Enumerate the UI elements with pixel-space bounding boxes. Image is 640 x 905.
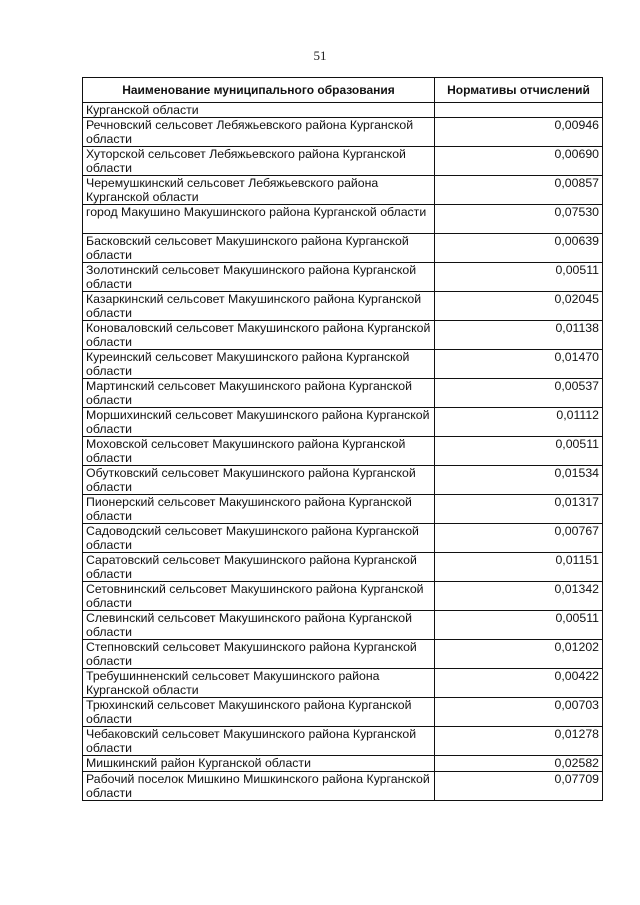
deduction-norm-value: 0,01342 — [435, 582, 603, 611]
municipality-name: Рабочий поселок Мишкино Мишкинского района Курганской области — [83, 772, 435, 801]
deduction-norm-value: 0,01202 — [435, 640, 603, 669]
continuation-text: Курганской области — [83, 103, 435, 118]
table-row — [83, 350, 603, 379]
table-row — [83, 669, 603, 698]
municipality-name: Куреинский сельсовет Макушинского района Курганской области — [83, 350, 435, 379]
table-row — [83, 611, 603, 640]
deduction-norm-value: 0,01151 — [435, 553, 603, 582]
table-row — [83, 698, 603, 727]
table-row — [83, 727, 603, 756]
table-row — [83, 582, 603, 611]
continuation-value — [435, 103, 603, 118]
municipality-name: Слевинский сельсовет Макушинского района Курганской области — [83, 611, 435, 640]
deduction-norm-value: 0,01534 — [435, 466, 603, 495]
municipality-name: Моховской сельсовет Макушинского района Курганской области — [83, 437, 435, 466]
municipality-name: Речновский сельсовет Лебяжьевского района Курганской области — [83, 118, 435, 147]
table-row — [83, 756, 603, 772]
municipality-name: Басковский сельсовет Макушинского района Курганской области — [83, 234, 435, 263]
table-row — [83, 292, 603, 321]
deduction-norm-value: 0,07709 — [435, 772, 603, 801]
deduction-norm-value: 0,02045 — [435, 292, 603, 321]
table-row — [83, 379, 603, 408]
table-row — [83, 205, 603, 234]
municipality-name: Степновский сельсовет Макушинского района Курганской области — [83, 640, 435, 669]
municipality-name: город Макушино Макушинского района Курганской области — [83, 205, 435, 234]
municipality-name: Чебаковский сельсовет Макушинского района Курганской области — [83, 727, 435, 756]
deduction-norm-value: 0,00511 — [435, 611, 603, 640]
deduction-norm-value: 0,00511 — [435, 437, 603, 466]
municipality-name: Садоводский сельсовет Макушинского района Курганской области — [83, 524, 435, 553]
deduction-norm-value: 0,00857 — [435, 176, 603, 205]
table-row — [83, 553, 603, 582]
table-header-row — [83, 78, 603, 103]
municipality-name: Черемушкинский сельсовет Лебяжьевского района Курганской области — [83, 176, 435, 205]
table-row — [83, 263, 603, 292]
municipality-name: Мишкинский район Курганской области — [83, 756, 435, 772]
municipality-name: Трюхинский сельсовет Макушинского района Курганской области — [83, 698, 435, 727]
municipality-name: Мартинский сельсовет Макушинского района Курганской области — [83, 379, 435, 408]
deduction-norm-value: 0,00537 — [435, 379, 603, 408]
municipality-name: Пионерский сельсовет Макушинского района Курганской области — [83, 495, 435, 524]
table-row — [83, 118, 603, 147]
header-name: Наименование муниципального образования — [83, 78, 435, 103]
deduction-norm-value: 0,00511 — [435, 263, 603, 292]
municipality-name: Хуторской сельсовет Лебяжьевского района Курганской области — [83, 147, 435, 176]
table-row — [83, 495, 603, 524]
table-row — [83, 408, 603, 437]
table-row — [83, 524, 603, 553]
deduction-norm-value: 0,01317 — [435, 495, 603, 524]
deduction-norm-value: 0,00946 — [435, 118, 603, 147]
table-row — [83, 437, 603, 466]
table-row — [83, 147, 603, 176]
table-row — [83, 234, 603, 263]
table-row — [83, 466, 603, 495]
deduction-norm-value: 0,00703 — [435, 698, 603, 727]
header-value: Нормативы отчислений — [435, 78, 603, 103]
table-row — [83, 772, 603, 801]
deduction-norm-value: 0,02582 — [435, 756, 603, 772]
deduction-norm-value: 0,01470 — [435, 350, 603, 379]
deduction-norm-value: 0,07530 — [435, 205, 603, 234]
continuation-row — [83, 103, 603, 118]
municipality-name: Казаркинский сельсовет Макушинского района Курганской области — [83, 292, 435, 321]
municipality-name: Коноваловский сельсовет Макушинского района Курганской области — [83, 321, 435, 350]
table-row — [83, 640, 603, 669]
deduction-norm-value: 0,01278 — [435, 727, 603, 756]
deduction-norm-value: 0,00422 — [435, 669, 603, 698]
deduction-norm-value: 0,00767 — [435, 524, 603, 553]
table-row — [83, 176, 603, 205]
municipality-name: Сетовнинский сельсовет Макушинского района Курганской области — [83, 582, 435, 611]
page-number: 51 — [313, 48, 327, 63]
deduction-norm-value: 0,00639 — [435, 234, 603, 263]
municipality-name: Требушинненский сельсовет Макушинского района Курганской области — [83, 669, 435, 698]
municipality-name: Обутковский сельсовет Макушинского района Курганской области — [83, 466, 435, 495]
deduction-norm-value: 0,00690 — [435, 147, 603, 176]
deduction-norm-value: 0,01138 — [435, 321, 603, 350]
municipality-name: Саратовский сельсовет Макушинского района Курганской области — [83, 553, 435, 582]
table-row — [83, 321, 603, 350]
deduction-norm-value: 0,01112 — [435, 408, 603, 437]
municipality-name: Моршихинский сельсовет Макушинского района Курганской области — [83, 408, 435, 437]
deduction-norms-table — [82, 77, 603, 801]
municipality-name: Золотинский сельсовет Макушинского района Курганской области — [83, 263, 435, 292]
